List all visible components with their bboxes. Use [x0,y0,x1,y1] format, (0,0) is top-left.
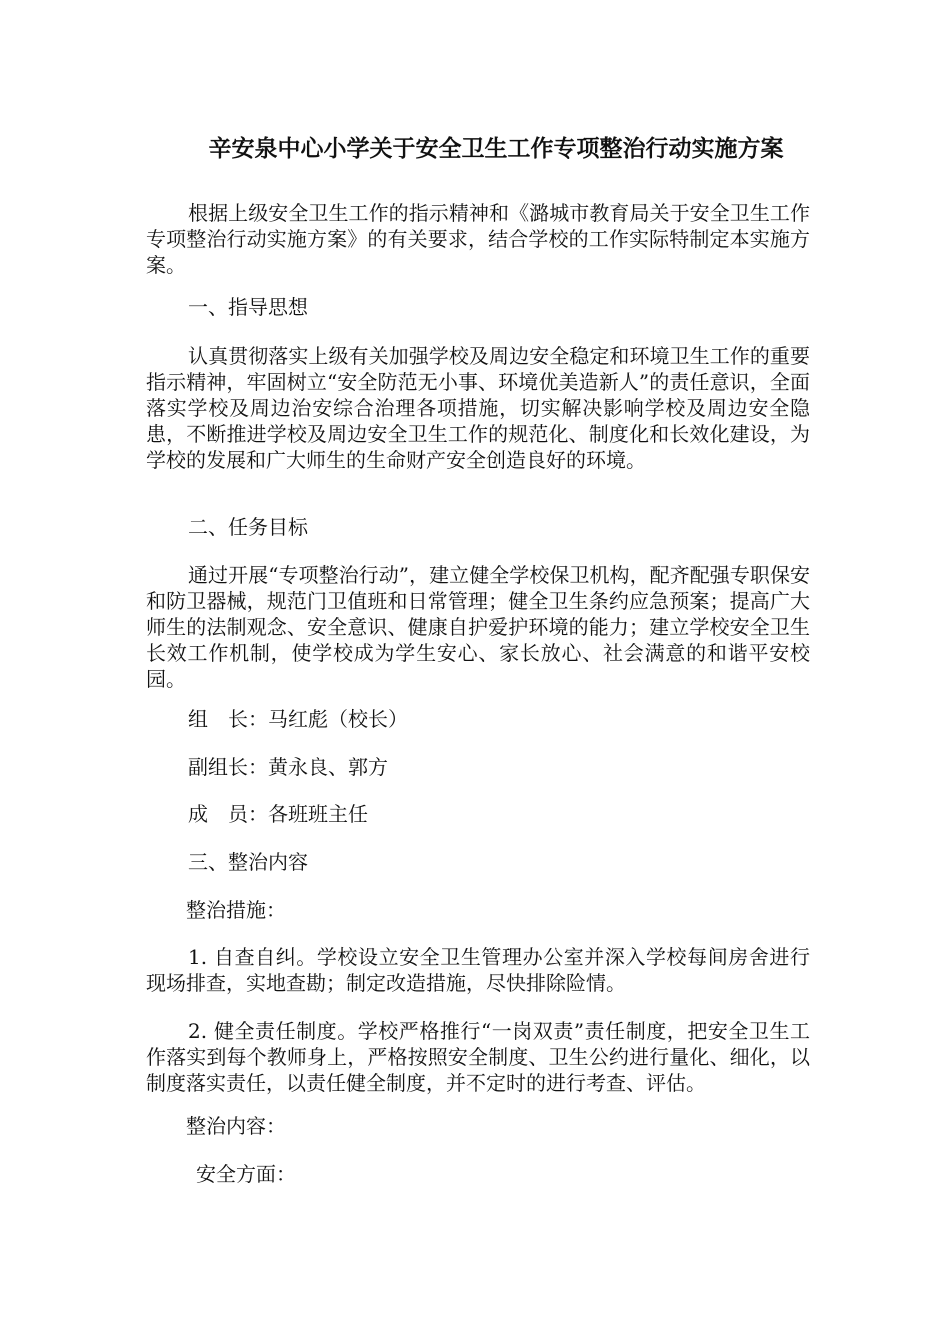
section-heading-content: 三、整治内容 [188,850,308,874]
section-heading-goals: 二、任务目标 [188,515,308,539]
content-label: 整治内容： [186,1114,286,1138]
team-deputy-line: 副组长：黄永良、郭方 [188,755,388,779]
section-heading-guiding: 一、指导思想 [188,295,308,319]
team-members-line: 成 员：各班班主任 [188,802,368,826]
document-title: 辛安泉中心小学关于安全卫生工作专项整治行动实施方案 [208,135,784,162]
measures-label: 整治措施： [186,898,286,922]
team-leader-line: 组 长：马红彪（校长） [188,707,408,731]
goals-paragraph: 通过开展“专项整治行动”，建立健全学校保卫机构，配齐配强专职保安和防卫器械，规范门卫值班和日常管理；健全卫生条约应急预案；提高广大师生的法制观念、安全意识、健康自护爱护环境的能力；建立学校安全卫生长效工作机制，使学校成为学生安心、家长放心、社会满意的和谐平安校园。 [146,563,810,691]
safety-label: 安全方面： [196,1162,296,1186]
guiding-paragraph: 认真贯彻落实上级有关加强学校及周边安全稳定和环境卫生工作的重要指示精神，牢固树立“安全防范无小事、环境优美造新人”的责任意识，全面落实学校及周边治安综合治理各项措施，切实解决影响学校及周边安全隐患，不断推进学校及周边安全卫生工作的规范化、制度化和长效化建设，为学校的发展和广大师生的生命财产安全创造良好的环境。 [146,344,810,472]
measure-item-2: 2. 健全责任制度。学校严格推行“一岗双责”责任制度，把安全卫生工作落实到每个教师身上，严格按照安全制度、卫生公约进行量化、细化，以制度落实责任，以责任健全制度，并不定时的进行考查、评估。 [146,1019,810,1095]
intro-paragraph: 根据上级安全卫生工作的指示精神和《潞城市教育局关于安全卫生工作专项整治行动实施方案》的有关要求，结合学校的工作实际特制定本实施方案。 [146,201,810,277]
measure-item-1: 1. 自查自纠。学校设立安全卫生管理办公室并深入学校每间房舍进行现场排查，实地查勘；制定改造措施，尽快排除险情。 [146,945,810,995]
